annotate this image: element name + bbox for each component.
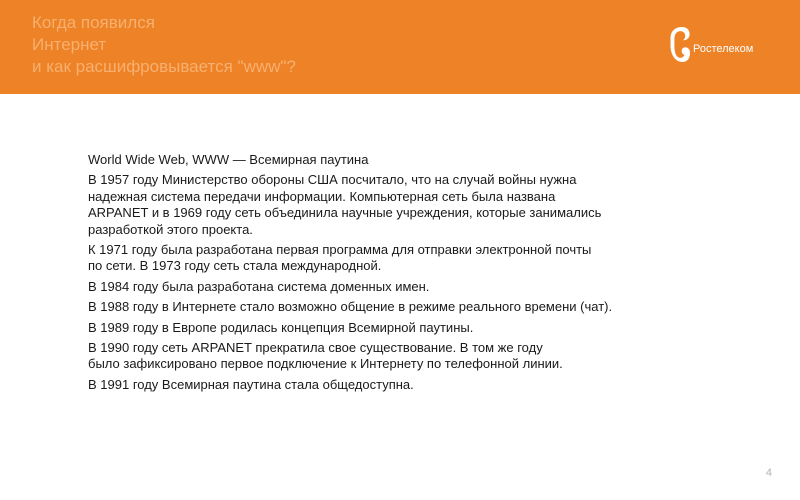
content-line: В 1984 году была разработана система доменных имен. xyxy=(88,278,430,294)
content-line: разработкой этого проекта. xyxy=(88,221,253,237)
content-line: по сети. В 1973 году сеть стала международной. xyxy=(88,258,382,274)
content-line: ARPANET и в 1969 году сеть объединила научные учреждения, которые занимались xyxy=(88,205,602,221)
rostelecom-logo-icon xyxy=(668,24,692,70)
slide-header xyxy=(0,0,800,94)
page-number: 4 xyxy=(765,467,772,479)
content-paragraph xyxy=(88,172,768,238)
slide-title-line: Когда появился xyxy=(32,13,155,32)
content-paragraph xyxy=(88,279,768,295)
content-line: В 1957 году Министерство обороны США посчитало, что на случай войны нужна xyxy=(88,172,577,188)
content-line: В 1989 году в Европе родилась концепция Всемирной паутины. xyxy=(88,319,474,335)
content-paragraph xyxy=(88,242,768,275)
content-line: В 1988 году в Интернете стало возможно общение в режиме реального времени (чат). xyxy=(88,299,613,315)
content-line: было зафиксировано первое подключение к Интернету по телефонной линии. xyxy=(88,356,563,372)
content-paragraph xyxy=(88,152,768,168)
content-paragraph xyxy=(88,320,768,336)
rostelecom-logo xyxy=(668,24,772,70)
content-paragraph xyxy=(88,299,768,315)
content-paragraph xyxy=(88,340,768,373)
content-line: World Wide Web, WWW — Всемирная паутина xyxy=(88,152,369,167)
slide-title-line: и как расшифровывается "www"? xyxy=(32,57,296,76)
content-line: надежная система передачи информации. Компьютерная сеть была названа xyxy=(88,188,556,204)
logo-wordmark: Ростелеком xyxy=(693,43,754,55)
content-line: В 1990 году сеть ARPANET прекратила свое существование. В том же году xyxy=(88,340,543,356)
content-line: В 1991 году Всемирная паутина стала общедоступна. xyxy=(88,376,414,392)
slide-content xyxy=(88,152,768,397)
slide-title-line: Интернет xyxy=(32,35,107,54)
content-line: К 1971 году была разработана первая программа для отправки электронной почты xyxy=(88,242,592,258)
content-paragraph xyxy=(88,377,768,393)
slide-title xyxy=(32,12,592,78)
